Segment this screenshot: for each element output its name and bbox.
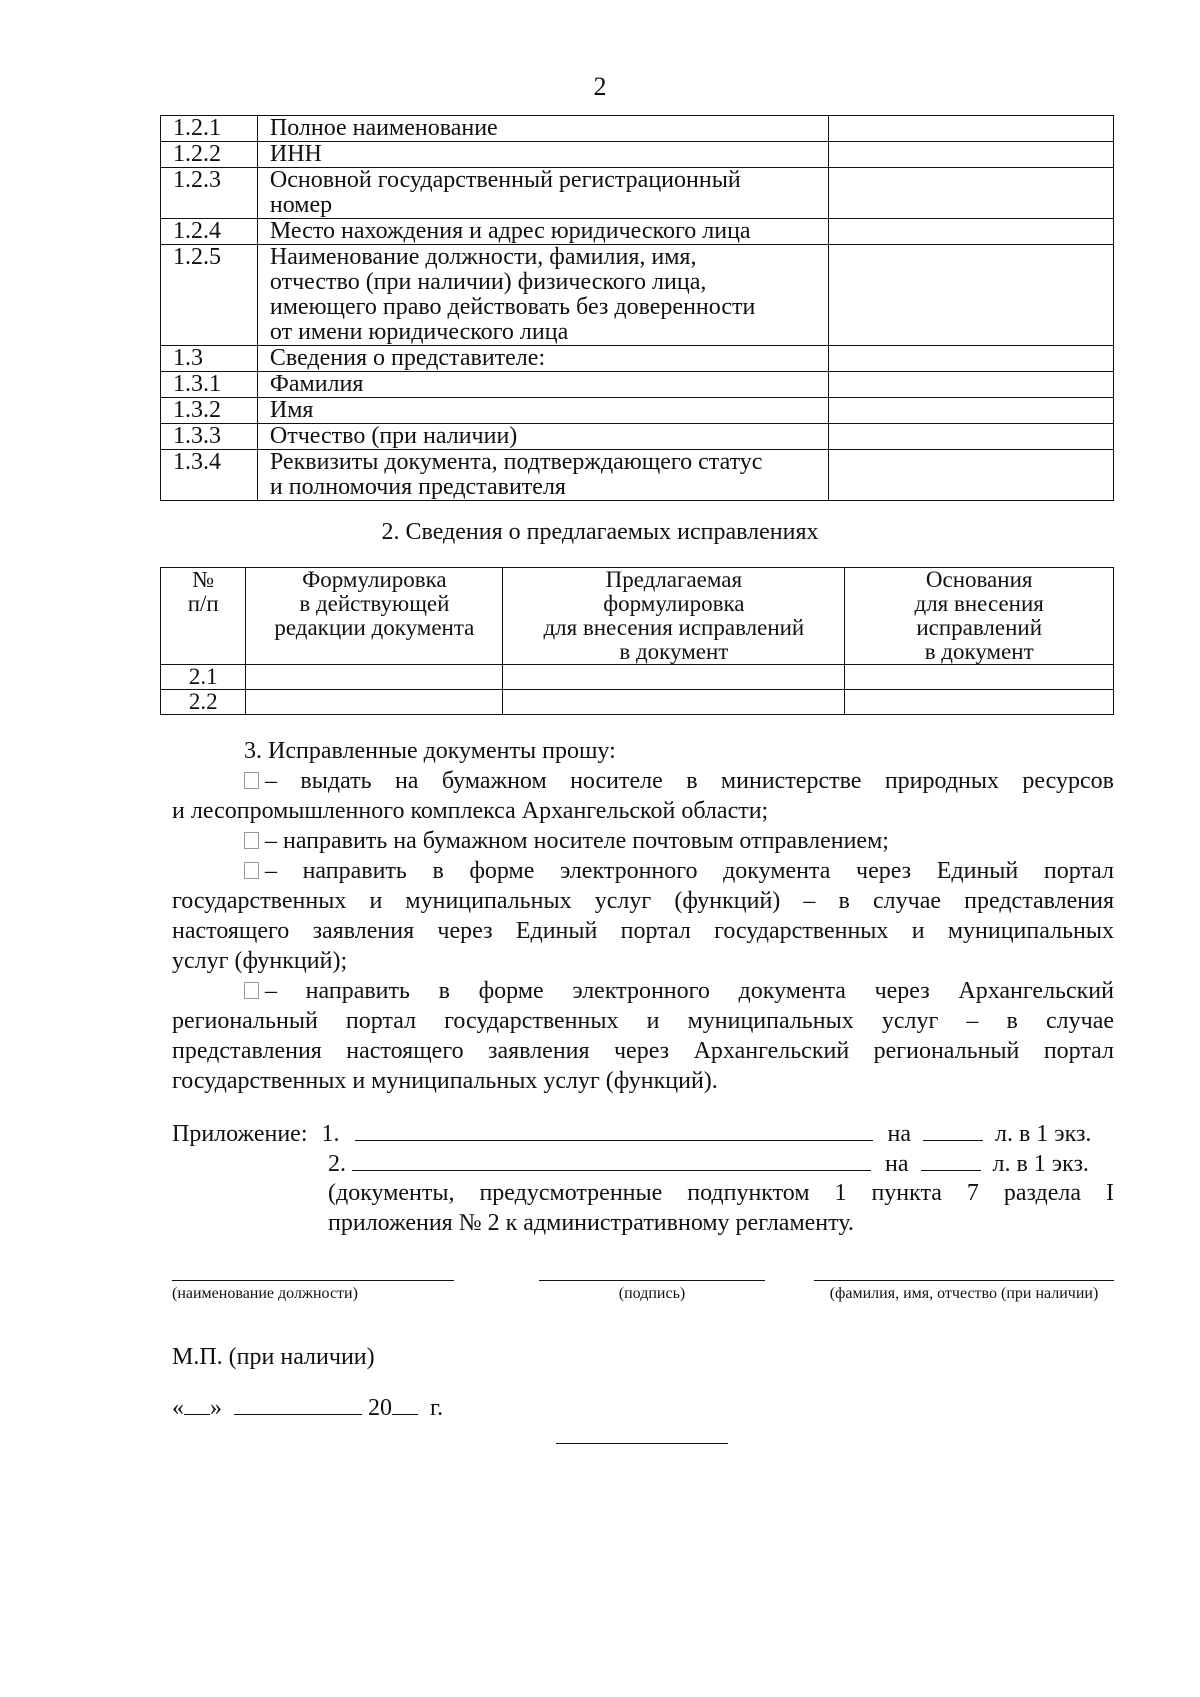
table-row [161,142,1114,168]
table-row [161,219,1114,245]
row-number: 1.2.3 [161,168,258,219]
delivery-option: – направить в форме электронного документа через Архангельский [172,976,1114,1006]
annex-pages-field[interactable] [923,1118,983,1141]
annex-note-line: (документы, предусмотренные подпунктом 1 пункта 7 раздела I [328,1180,1114,1206]
date-line: « » 20 г. [172,1392,443,1423]
header-cell-current-wording: Формулировка в действующей редакции документа [246,568,503,665]
month-field[interactable] [234,1392,362,1415]
row-label-line: Отчество (при наличии) [269,423,518,449]
row-label-line: Реквизиты документа, подтверждающего статус [269,449,763,475]
signature-block [172,1280,1114,1320]
row-number: 1.3.3 [161,424,258,450]
delivery-option-line: государственных и муниципальных услуг (функций) – в случае представления [172,888,1114,914]
grounds-cell[interactable] [845,690,1114,715]
annex-item: 2. на л. в 1 экз. [172,1148,1114,1178]
proposed-wording-cell[interactable] [503,665,845,690]
row-label-line: Основной государственный регистрационный [269,167,741,193]
name-signature-line[interactable]: (фамилия, имя, отчество (при наличии) [814,1280,1114,1303]
row-number: 1.3.4 [161,450,258,501]
table-row [161,245,1114,346]
position-signature-line[interactable]: (наименование должности) [172,1280,454,1303]
year-field[interactable] [392,1392,418,1415]
stamp-placeholder: М.П. (при наличии) [172,1344,375,1370]
row-number: 2.1 [161,665,246,690]
value-cell[interactable] [828,372,1113,398]
value-cell[interactable] [828,245,1113,346]
page-number: 2 [593,72,607,101]
row-label-line: имеющего право действовать без доверенности [269,294,756,320]
annex-document-field[interactable] [355,1118,873,1141]
current-wording-cell[interactable] [246,690,503,715]
table-row [161,665,1114,690]
table-row [161,398,1114,424]
header-cell-proposed-wording: Предлагаемая формулировка для внесения исправлений в документ [503,568,845,665]
table-row [161,450,1114,501]
applicant-info-table [160,115,1114,501]
annex-document-field[interactable] [352,1148,871,1171]
table-row [161,116,1114,142]
row-number: 1.2.1 [161,116,258,142]
delivery-option-line: услуг (функций); [172,948,348,974]
delivery-option-line: настоящего заявления через Единый портал государственных и муниципальных [172,918,1114,944]
value-cell[interactable] [828,346,1113,372]
table-row [161,168,1114,219]
delivery-option-line: региональный портал государственных и муниципальных услуг – в случае [172,1008,1114,1034]
row-label-line: отчество (при наличии) физического лица, [269,269,707,295]
value-cell[interactable] [828,450,1113,501]
proposed-wording-cell[interactable] [503,690,845,715]
grounds-cell[interactable] [845,665,1114,690]
row-label [257,219,828,245]
row-label [257,398,828,424]
row-label-line: Полное наименование [269,115,498,141]
row-label [257,142,828,168]
table-row [161,346,1114,372]
row-label [257,424,828,450]
delivery-option-line: и лесопромышленного комплекса Архангельской области; [172,798,769,824]
row-label [257,372,828,398]
delivery-option: – направить на бумажном носителе почтовым отправлением; [172,826,1114,856]
checkbox-icon[interactable] [244,862,259,879]
annex [172,1118,1114,1238]
value-cell[interactable] [828,168,1113,219]
row-number: 1.2.5 [161,245,258,346]
row-number: 2.2 [161,690,246,715]
annex-note-line: приложения № 2 к административному регламенту. [328,1210,854,1236]
delivery-option: – выдать на бумажном носителе в министерстве природных ресурсов [172,766,1114,796]
section-3 [172,736,1114,1096]
row-label [257,346,828,372]
delivery-option-line: государственных и муниципальных услуг (функций). [172,1068,718,1094]
checkbox-icon[interactable] [244,982,259,999]
row-number: 1.3 [161,346,258,372]
current-wording-cell[interactable] [246,665,503,690]
row-number: 1.3.2 [161,398,258,424]
section-2-title: 2. Сведения о предлагаемых исправлениях [381,519,819,545]
checkbox-icon[interactable] [244,832,259,849]
row-label [257,450,828,501]
annex-pages-field[interactable] [921,1148,981,1171]
row-label [257,245,828,346]
row-number: 1.3.1 [161,372,258,398]
row-label [257,168,828,219]
row-label-line: номер [269,192,333,218]
row-number: 1.2.4 [161,219,258,245]
section-3-title: 3. Исправленные документы прошу: [244,738,616,764]
row-number: 1.2.2 [161,142,258,168]
delivery-option: – направить в форме электронного документа через Единый портал [172,856,1114,886]
table-row [161,690,1114,715]
value-cell[interactable] [828,116,1113,142]
end-divider [556,1443,728,1444]
value-cell[interactable] [828,142,1113,168]
corrections-table-header [161,568,1114,665]
annex-label: Приложение: [172,1121,308,1147]
delivery-option-line: представления настоящего заявления через Архангельский региональный портал [172,1038,1114,1064]
signature-line[interactable]: (подпись) [539,1280,765,1303]
row-label [257,116,828,142]
row-label-line: и полномочия представителя [269,474,566,500]
value-cell[interactable] [828,219,1113,245]
row-label-line: от имени юридического лица [269,319,569,345]
value-cell[interactable] [828,424,1113,450]
row-label-line: Наименование должности, фамилия, имя, [269,244,697,270]
header-cell-number: № п/п [161,568,246,665]
corrections-table [160,567,1114,715]
value-cell[interactable] [828,398,1113,424]
checkbox-icon[interactable] [244,772,259,789]
table-row [161,372,1114,398]
day-field[interactable] [184,1392,210,1415]
header-cell-grounds: Основания для внесения исправлений в документ [845,568,1114,665]
annex-item: Приложение: 1. на л. в 1 экз. [172,1118,1114,1148]
row-label-line: Имя [269,397,314,423]
row-label-line: Место нахождения и адрес юридического лица [269,218,751,244]
row-label-line: Фамилия [269,371,364,397]
row-label-line: Сведения о представителе: [269,345,546,371]
row-label-line: ИНН [269,141,322,167]
table-row [161,424,1114,450]
